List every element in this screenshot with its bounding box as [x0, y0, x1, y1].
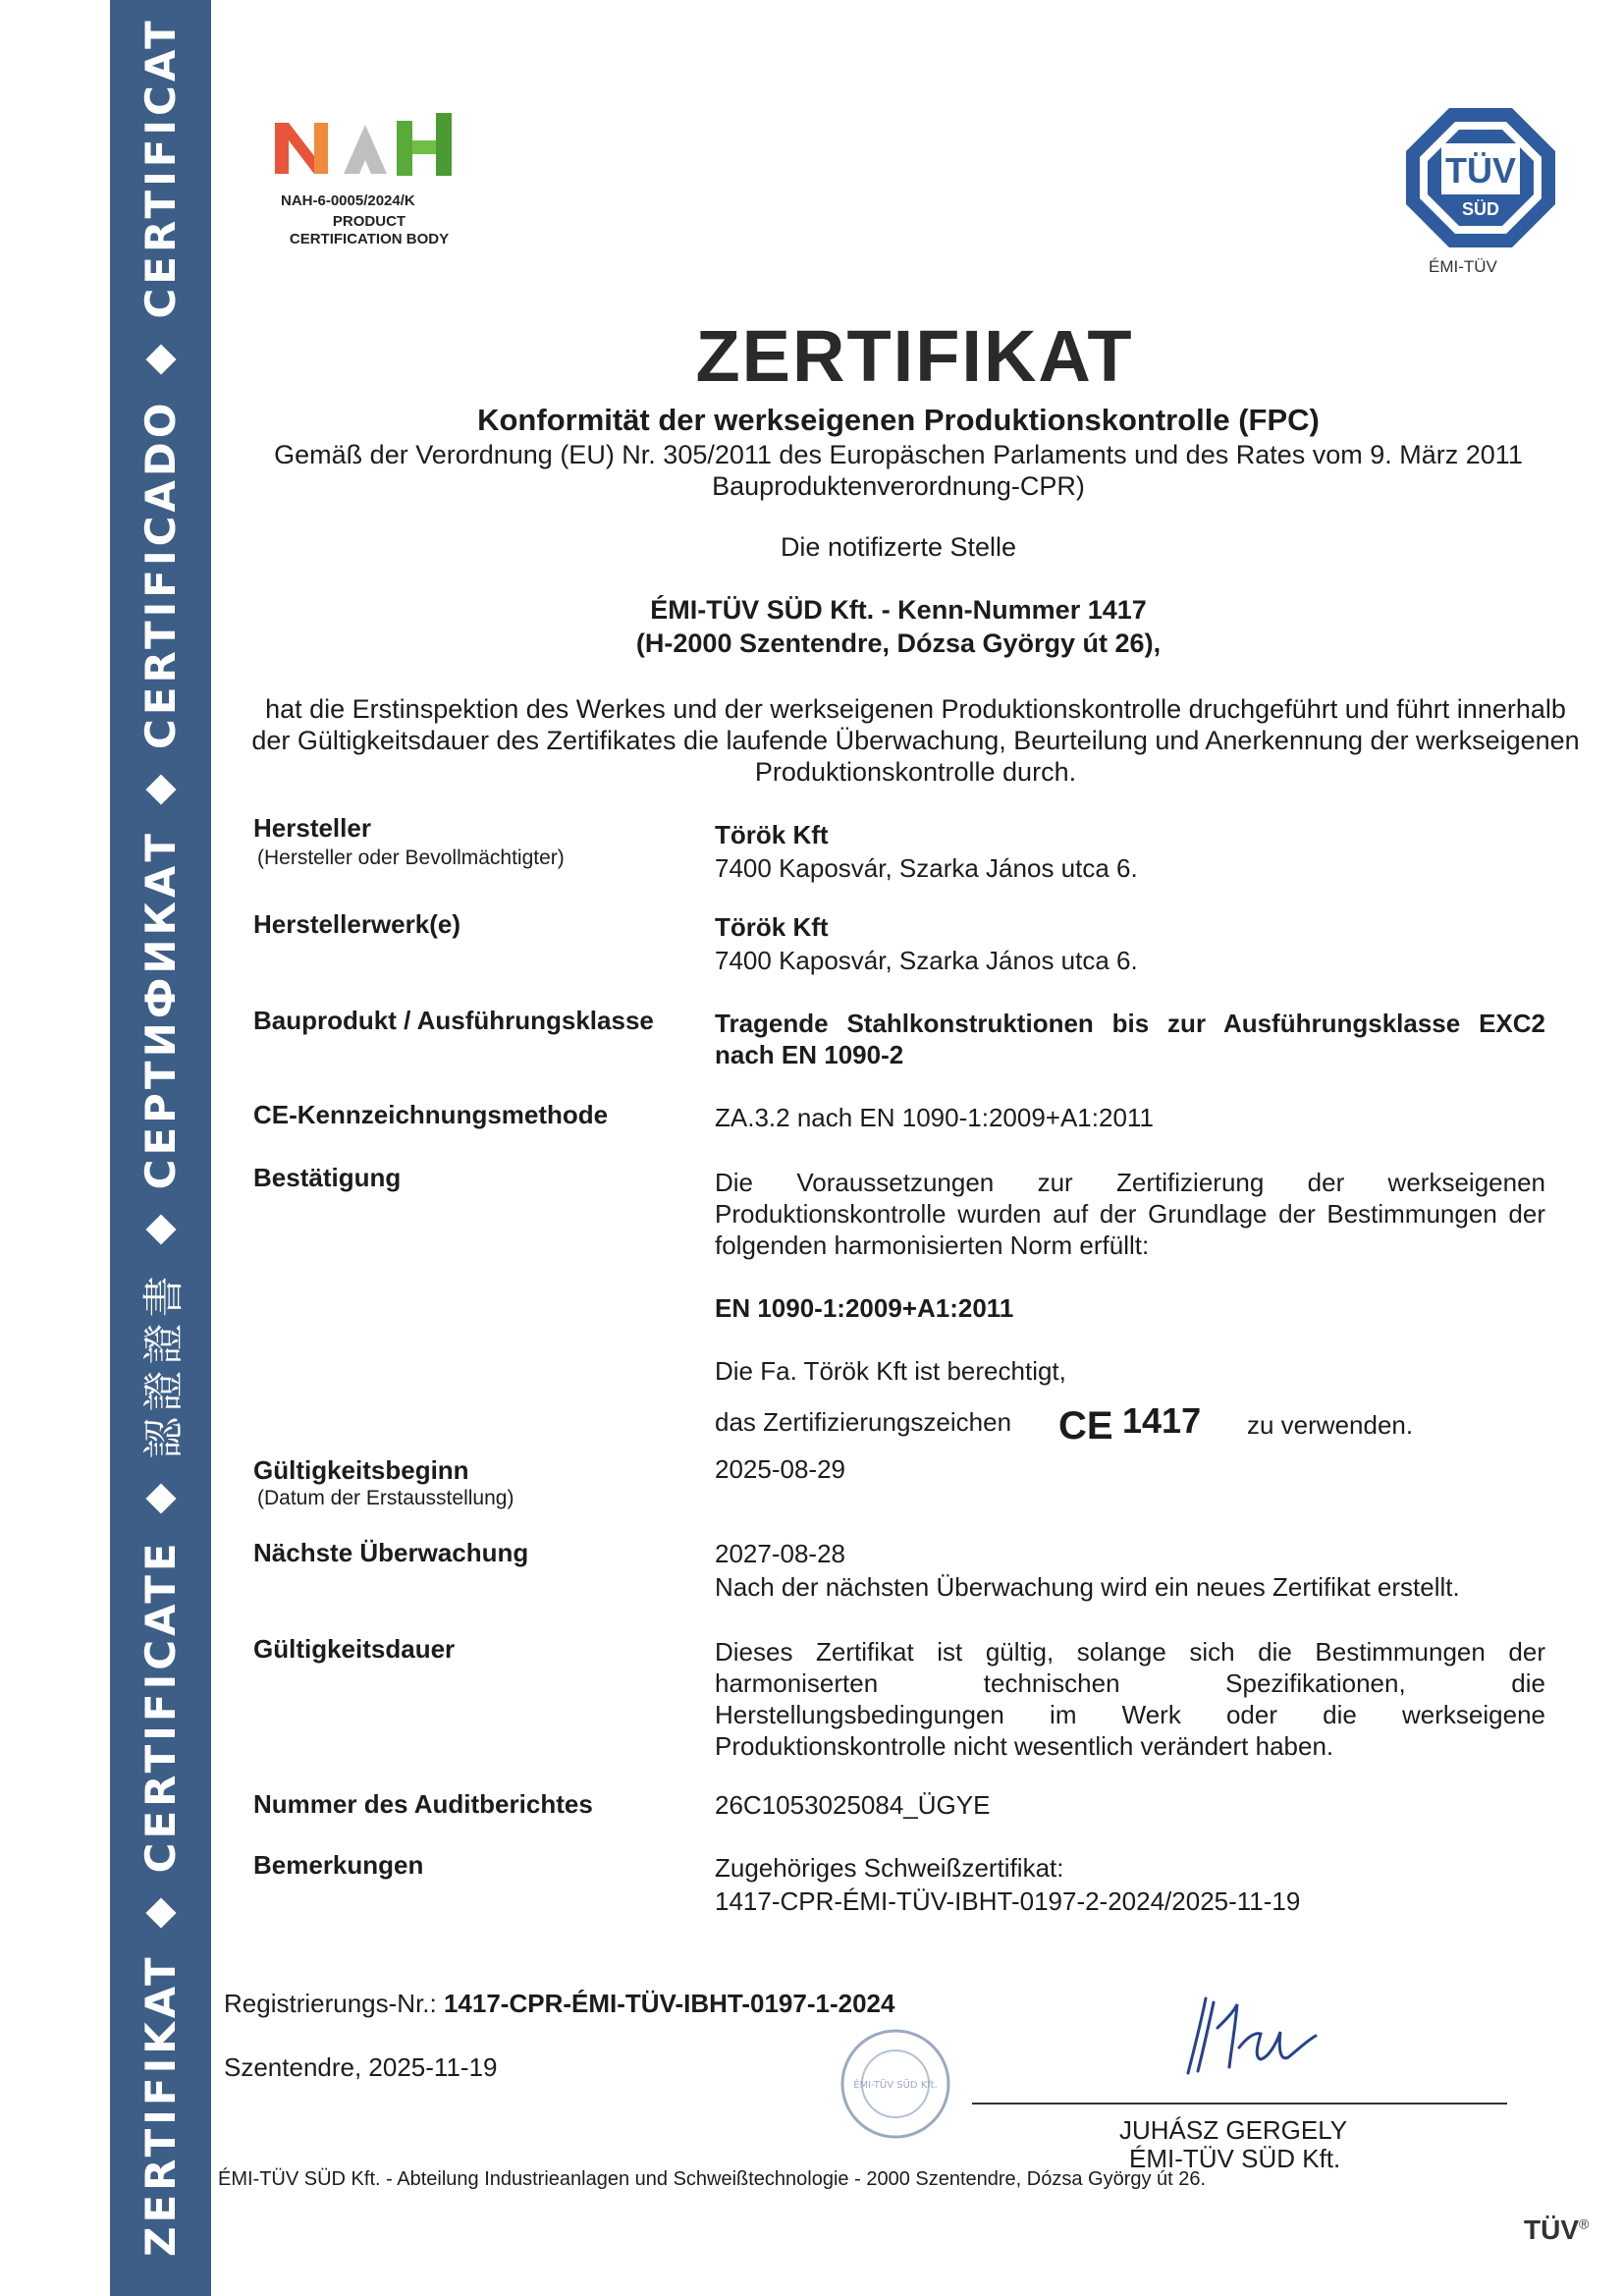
validity-start-value: 2025-08-29: [715, 1454, 845, 1484]
regulation-line-2: Bauproduktenverordnung-CPR): [712, 471, 1085, 501]
remarks-line-2: 1417-CPR-ÉMI-TÜV-IBHT-0197-2-2024/2025-11-19: [715, 1886, 1301, 1916]
signature-line: [972, 2103, 1507, 2105]
confirmation-entitled: Die Fa. Török Kft ist berechtigt,: [715, 1356, 1066, 1386]
manufacturer-address: 7400 Kaposvár, Szarka János utca 6.: [715, 853, 1138, 883]
ce-method-value: ZA.3.2 nach EN 1090-1:2009+A1:2011: [715, 1103, 1154, 1132]
tuv-caption: ÉMI-TÜV: [1429, 257, 1497, 276]
nah-logo: [275, 113, 491, 184]
confirmation-label: Bestätigung: [253, 1163, 402, 1192]
manufacturer-sublabel: (Hersteller oder Bevollmächtigter): [257, 847, 565, 869]
plant-address: 7400 Kaposvár, Szarka János utca 6.: [715, 946, 1138, 975]
next-surveillance-value: 2027-08-28: [715, 1539, 845, 1568]
band-word-french: CERTIFICAT: [136, 17, 185, 319]
remarks-label: Bemerkungen: [253, 1850, 424, 1880]
registered-mark: ®: [1579, 2215, 1590, 2232]
intro-paragraph: hat die Erstinspektion des Werkes und der werkseigenen Produktionskontrolle druchgeführt und führt innerhalb der Gültigkeitsdauer des Zertifikates die laufende Überwachung, Beurteilung und Anerkennung der werkseigenen Produktionskontrolle durch.: [251, 694, 1580, 787]
band-word-certificate: CERTIFICATE: [136, 1539, 185, 1874]
ce-method-label: CE-Kennzeichnungsmethode: [253, 1100, 609, 1129]
ce-mark-icon: CE: [1058, 1404, 1113, 1448]
plant-label: Herstellerwerk(e): [253, 909, 460, 939]
manufacturer-name: Török Kft: [715, 820, 829, 849]
validity-start-label: Gültigkeitsbeginn: [253, 1455, 469, 1485]
footer-address: ÉMI-TÜV SÜD Kft. - Abteilung Industrieanlagen und Schweißtechnologie - 2000 Szentendre, Dózsa György út 26.: [218, 2168, 1207, 2190]
signature: [1178, 1989, 1335, 2082]
subtitle: Konformität der werkseigenen Produktionskontrolle (FPC): [477, 403, 1320, 437]
registration-number: 1417-CPR-ÉMI-TÜV-IBHT-0197-1-2024: [443, 1989, 895, 2018]
registration-label: Registrierungs-Nr.:: [224, 1989, 437, 2018]
notified-body-label: Die notifizerte Stelle: [780, 532, 1017, 562]
diamond-icon: [145, 1215, 176, 1245]
signer-name: JUHÁSZ GERGELY: [1119, 2115, 1348, 2145]
notified-body-address: (H-2000 Szentendre, Dózsa György út 26),: [635, 629, 1162, 658]
notified-body-name: ÉMI-TÜV SÜD Kft. - Kenn-Nummer 1417: [650, 595, 1147, 625]
product-value: Tragende Stahlkonstruktionen bis zur Ausführungsklasse EXC2 nach EN 1090-2: [715, 1009, 1545, 1069]
band-word-chinese: 認證證書: [138, 1270, 188, 1459]
official-stamp: [837, 2025, 954, 2143]
mark-suffix: zu verwenden.: [1247, 1410, 1414, 1440]
diamond-icon: [145, 774, 176, 804]
ce-mark-number: 1417: [1122, 1400, 1202, 1441]
diamond-icon: [145, 1484, 176, 1514]
next-surveillance-note: Nach der nächsten Überwachung wird ein neues Zertifikat erstellt.: [715, 1572, 1460, 1602]
plant-name: Török Kft: [715, 912, 829, 942]
validity-duration-value: Dieses Zertifikat ist gültig, solange sich die Bestimmungen der harmoniserten technischen Spezifikationen, die Herstellungsbedingungen im Werk oder die werkseigene Produktionskontrolle nicht wesentlich verändert haben.: [715, 1637, 1545, 1761]
place-date: Szentendre, 2025-11-19: [224, 2052, 498, 2082]
stamp-text: ÉMI-TÜV SÜD Kft.: [853, 2080, 938, 2091]
validity-duration-label: Gültigkeitsdauer: [253, 1634, 456, 1664]
page-title: ZERTIFIKAT: [695, 315, 1134, 397]
manufacturer-label: Hersteller: [253, 813, 371, 843]
product-label: Bauprodukt / Ausführungsklasse: [253, 1006, 654, 1035]
validity-start-sublabel: (Datum der Erstausstellung): [257, 1487, 514, 1509]
nah-accreditation-code: NAH-6-0005/2024/K: [281, 192, 415, 209]
tuv-logo-text: TÜV: [1445, 150, 1516, 191]
remarks-line-1: Zugehöriges Schweißzertifikat:: [715, 1853, 1064, 1883]
nah-caption-line1: PRODUCT: [332, 213, 406, 230]
audit-report-value: 26C1053025084_ÜGYE: [715, 1790, 991, 1820]
diamond-icon: [145, 1898, 176, 1929]
mark-prefix: das Zertifizierungszeichen: [715, 1407, 1012, 1437]
footer-tuv-logo-text: TÜV: [1524, 2214, 1579, 2245]
tuv-sud-logo: [1402, 104, 1559, 251]
registration-line: [224, 1989, 894, 2019]
signer-organisation: ÉMI-TÜV SÜD Kft.: [1129, 2144, 1341, 2173]
tuv-logo-sub: SÜD: [1461, 199, 1500, 219]
nah-caption-line2: CERTIFICATION BODY: [289, 231, 450, 247]
footer-tuv-logo: [1524, 2214, 1589, 2246]
confirmation-text: Die Voraussetzungen zur Zertifizierung der werkseigenen Produktionskontrolle wurden auf der Grundlage der Bestimmungen der folgenden harmonisierten Norm erfüllt:: [715, 1168, 1545, 1260]
regulation-line-1: Gemäß der Verordnung (EU) Nr. 305/2011 des Europäschen Parlaments und des Rates vom 9. März 2011: [274, 440, 1523, 469]
next-surveillance-label: Nächste Überwachung: [253, 1538, 529, 1567]
audit-report-label: Nummer des Auditberichtes: [253, 1789, 593, 1819]
band-word-spanish: CERTIFICADO: [136, 399, 185, 749]
confirmation-norm: EN 1090-1:2009+A1:2011: [715, 1293, 1014, 1323]
band-word-zertifikat: ZERTIFIKAT: [136, 1953, 185, 2257]
band-word-russian: СЕРТИФИКАТ: [136, 829, 185, 1190]
